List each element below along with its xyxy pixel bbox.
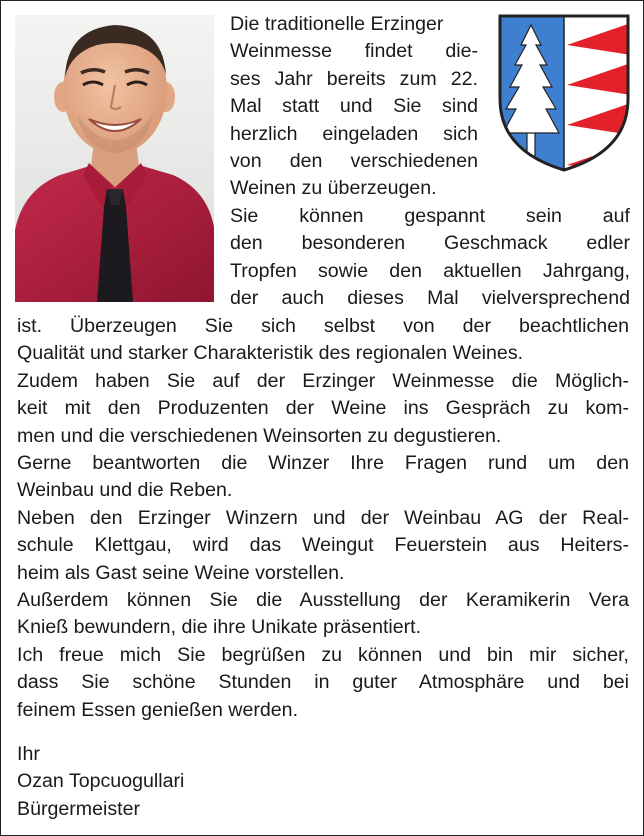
text-line: Sie können gespannt sein auf bbox=[230, 205, 630, 227]
paragraph-intro bbox=[230, 11, 478, 203]
signature-title: Bürgermeister bbox=[17, 797, 141, 820]
text-line: Gerne beantworten die Winzer Ihre Fragen rund um den bbox=[17, 452, 629, 475]
text-line: Qualität und starker Charakteristik des regionalen Weines. bbox=[17, 342, 524, 365]
coat-of-arms bbox=[497, 13, 631, 173]
text-line: dass Sie schöne Stunden in guter Atmosphäre und bei bbox=[17, 671, 629, 694]
text-line: Ich freue mich Sie begrüßen zu können und bin mir sicher, bbox=[17, 643, 629, 666]
text-line: men und die verschiedenen Weinsorten zu degustieren. bbox=[17, 424, 502, 447]
text-line: Weinbau und die Reben. bbox=[17, 479, 233, 502]
paragraph-expectation-top bbox=[230, 203, 630, 313]
text-line: Tropfen sowie den aktuellen Jahrgang, bbox=[230, 259, 630, 282]
body-text bbox=[17, 313, 629, 724]
text-line: Neben den Erzinger Winzern und der Weinbau AG der Real- bbox=[17, 506, 629, 529]
portrait-photo bbox=[15, 15, 214, 302]
text-line: feinem Essen genießen werden. bbox=[17, 698, 299, 721]
text-line: heim als Gast seine Weine vorstellen. bbox=[17, 561, 345, 584]
text-line: Weinen zu überzeugen. bbox=[230, 177, 437, 200]
crest-shield-icon bbox=[497, 13, 631, 173]
text-line: herzlich eingeladen sich bbox=[230, 122, 478, 145]
portrait-illustration bbox=[15, 15, 214, 302]
text-line: Die traditionelle Erzinger bbox=[230, 13, 444, 35]
text-line: den besonderen Geschmack edler bbox=[230, 232, 630, 255]
signature-salutation: Ihr bbox=[17, 743, 40, 765]
text-line: Außerdem können Sie die Ausstellung der Keramikerin Vera bbox=[17, 589, 629, 612]
text-line: ist. Überzeugen Sie sich selbst von der beachtlichen bbox=[17, 315, 629, 337]
text-line: Mal statt und Sie sind bbox=[230, 95, 478, 118]
text-line: keit mit den Produzenten der Weine ins Gespräch zu kom- bbox=[17, 397, 629, 420]
text-line: Knieß bewundern, die ihre Unikate präsentiert. bbox=[17, 616, 422, 639]
text-line: Weinmesse findet die- bbox=[230, 40, 478, 63]
text-line: Zudem haben Sie auf der Erzinger Weinmesse die Möglich- bbox=[17, 369, 629, 392]
text-line: schule Klettgau, wird das Weingut Feuerstein aus Heiters- bbox=[17, 534, 629, 557]
text-line: ses Jahr bereits zum 22. bbox=[230, 67, 478, 90]
signature-name: Ozan Topcuogullari bbox=[17, 770, 185, 793]
signature-block bbox=[17, 741, 629, 823]
text-line: der auch dieses Mal vielversprechend bbox=[230, 287, 630, 310]
text-line: von den verschiedenen bbox=[230, 150, 478, 173]
